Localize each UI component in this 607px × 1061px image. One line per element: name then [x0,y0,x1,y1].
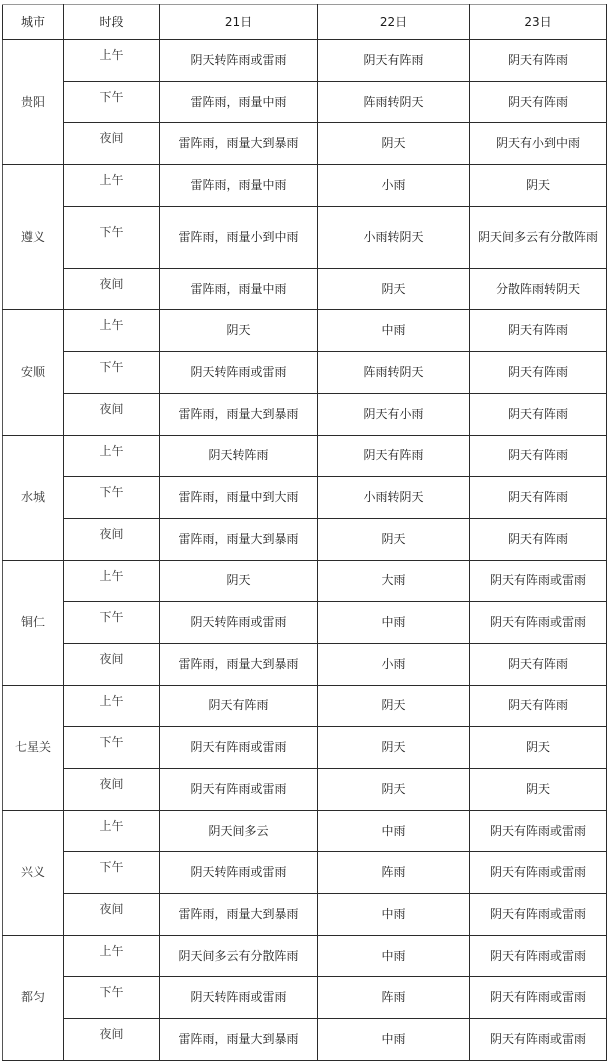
period-cell: 夜间 [64,643,160,685]
period-cell: 下午 [64,602,160,644]
table-row [3,165,607,207]
period-cell: 下午 [64,206,160,268]
header-day-21: 21日 [160,5,318,40]
forecast-cell-21: 阴天转阵雨或雷雨 [160,852,318,894]
forecast-cell-22: 阴天有小雨 [318,393,470,435]
forecast-cell-22: 小雨 [318,643,470,685]
forecast-cell-21: 雷阵雨，雨量中雨 [160,165,318,207]
forecast-cell-22: 大雨 [318,560,470,602]
forecast-cell-23: 阴天有阵雨 [470,40,607,82]
forecast-cell-23: 阴天有阵雨 [470,81,607,123]
forecast-cell-21: 阴天转阵雨或雷雨 [160,40,318,82]
table-row [3,852,607,894]
table-row [3,560,607,602]
forecast-cell-21: 阴天 [160,310,318,352]
forecast-cell-23: 阴天有阵雨 [470,685,607,727]
forecast-cell-22: 阵雨 [318,852,470,894]
forecast-cell-21: 雷阵雨，雨量大到暴雨 [160,518,318,560]
forecast-cell-21: 雷阵雨，雨量大到暴雨 [160,1019,318,1061]
forecast-cell-23: 阴天有阵雨或雷雨 [470,935,607,977]
period-cell: 下午 [64,977,160,1019]
forecast-cell-22: 中雨 [318,810,470,852]
forecast-cell-22: 小雨转阴天 [318,477,470,519]
header-day-22: 22日 [318,5,470,40]
period-cell: 上午 [64,560,160,602]
forecast-cell-22: 阴天 [318,685,470,727]
forecast-cell-21: 阴天有阵雨或雷雨 [160,769,318,811]
forecast-cell-21: 阴天 [160,560,318,602]
city-name: 贵阳 [3,40,64,165]
forecast-cell-22: 阴天 [318,727,470,769]
period-cell: 上午 [64,685,160,727]
forecast-cell-22: 阴天 [318,123,470,165]
table-row [3,685,607,727]
forecast-cell-21: 阴天转阵雨或雷雨 [160,977,318,1019]
table-row [3,393,607,435]
forecast-cell-23: 阴天有阵雨或雷雨 [470,1019,607,1061]
table-row [3,1019,607,1061]
table-row [3,977,607,1019]
period-cell: 夜间 [64,123,160,165]
period-cell: 夜间 [64,769,160,811]
table-row [3,518,607,560]
forecast-cell-21: 雷阵雨，雨量大到暴雨 [160,643,318,685]
forecast-cell-21: 雷阵雨，雨量中雨 [160,268,318,310]
period-cell: 夜间 [64,393,160,435]
period-cell: 上午 [64,935,160,977]
forecast-cell-22: 阵雨 [318,977,470,1019]
forecast-cell-21: 阴天有阵雨或雷雨 [160,727,318,769]
period-cell: 上午 [64,310,160,352]
forecast-cell-23: 阴天有阵雨 [470,310,607,352]
forecast-cell-23: 阴天有小到中雨 [470,123,607,165]
forecast-cell-22: 阴天有阵雨 [318,435,470,477]
forecast-cell-22: 阵雨转阴天 [318,352,470,394]
period-cell: 上午 [64,165,160,207]
forecast-cell-23: 分散阵雨转阴天 [470,268,607,310]
forecast-cell-23: 阴天有阵雨或雷雨 [470,977,607,1019]
forecast-cell-22: 阴天 [318,769,470,811]
table-row [3,810,607,852]
table-row [3,81,607,123]
forecast-cell-23: 阴天有阵雨或雷雨 [470,810,607,852]
forecast-cell-22: 小雨转阴天 [318,206,470,268]
forecast-cell-21: 阴天转阵雨 [160,435,318,477]
table-row [3,268,607,310]
city-name: 水城 [3,435,64,560]
header-day-23: 23日 [470,5,607,40]
forecast-cell-22: 中雨 [318,935,470,977]
period-cell: 下午 [64,852,160,894]
forecast-cell-21: 阴天间多云有分散阵雨 [160,935,318,977]
table-row [3,643,607,685]
forecast-cell-23: 阴天有阵雨或雷雨 [470,894,607,936]
table-row [3,352,607,394]
city-name: 兴义 [3,810,64,935]
table-row [3,206,607,268]
period-cell: 下午 [64,727,160,769]
forecast-cell-21: 雷阵雨，雨量中雨 [160,81,318,123]
city-name: 遵义 [3,165,64,310]
city-name: 都匀 [3,935,64,1060]
table-row [3,935,607,977]
weather-forecast-table [2,4,607,1061]
forecast-cell-23: 阴天有阵雨或雷雨 [470,560,607,602]
forecast-cell-22: 阵雨转阴天 [318,81,470,123]
forecast-cell-22: 阴天有阵雨 [318,40,470,82]
period-cell: 下午 [64,352,160,394]
period-cell: 下午 [64,477,160,519]
forecast-cell-21: 阴天转阵雨或雷雨 [160,352,318,394]
city-name: 安顺 [3,310,64,435]
forecast-cell-22: 阴天 [318,268,470,310]
forecast-cell-23: 阴天有阵雨 [470,352,607,394]
forecast-cell-21: 阴天间多云 [160,810,318,852]
table-row [3,123,607,165]
forecast-cell-23: 阴天有阵雨 [470,393,607,435]
forecast-cell-23: 阴天有阵雨 [470,518,607,560]
city-name: 铜仁 [3,560,64,685]
table-row [3,435,607,477]
forecast-cell-22: 中雨 [318,310,470,352]
forecast-cell-23: 阴天间多云有分散阵雨 [470,206,607,268]
forecast-cell-21: 雷阵雨，雨量大到暴雨 [160,393,318,435]
forecast-cell-22: 中雨 [318,894,470,936]
forecast-cell-21: 阴天有阵雨 [160,685,318,727]
forecast-cell-21: 雷阵雨，雨量大到暴雨 [160,123,318,165]
forecast-cell-23: 阴天 [470,165,607,207]
forecast-cell-23: 阴天 [470,769,607,811]
table-row [3,477,607,519]
period-cell: 上午 [64,435,160,477]
period-cell: 夜间 [64,1019,160,1061]
forecast-cell-23: 阴天有阵雨或雷雨 [470,852,607,894]
forecast-cell-22: 中雨 [318,1019,470,1061]
table-row [3,727,607,769]
table-row [3,602,607,644]
forecast-cell-21: 雷阵雨，雨量小到中雨 [160,206,318,268]
period-cell: 夜间 [64,894,160,936]
forecast-cell-22: 小雨 [318,165,470,207]
period-cell: 上午 [64,40,160,82]
period-cell: 夜间 [64,268,160,310]
table-row [3,769,607,811]
period-cell: 上午 [64,810,160,852]
period-cell: 下午 [64,81,160,123]
header-city: 城市 [3,5,64,40]
forecast-cell-21: 阴天转阵雨或雷雨 [160,602,318,644]
forecast-cell-22: 阴天 [318,518,470,560]
header-period: 时段 [64,5,160,40]
forecast-cell-23: 阴天有阵雨或雷雨 [470,602,607,644]
forecast-cell-22: 中雨 [318,602,470,644]
forecast-cell-23: 阴天有阵雨 [470,435,607,477]
forecast-cell-21: 雷阵雨，雨量中到大雨 [160,477,318,519]
forecast-cell-21: 雷阵雨，雨量大到暴雨 [160,894,318,936]
forecast-cell-23: 阴天 [470,727,607,769]
table-row [3,40,607,82]
table-row [3,310,607,352]
forecast-cell-23: 阴天有阵雨 [470,477,607,519]
header-row [3,5,607,40]
table-row [3,894,607,936]
forecast-cell-23: 阴天有阵雨 [470,643,607,685]
city-name: 七星关 [3,685,64,810]
period-cell: 夜间 [64,518,160,560]
